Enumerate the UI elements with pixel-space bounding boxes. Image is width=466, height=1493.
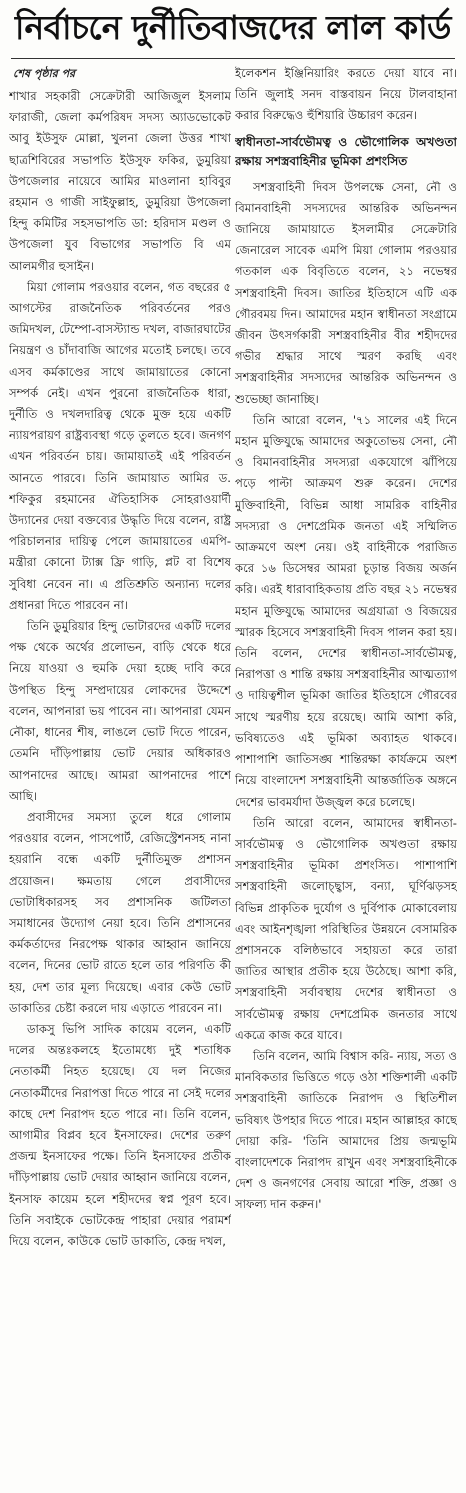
left-column — [9, 63, 231, 1488]
right-column — [235, 63, 457, 1488]
paragraph: তিনি বলেন, আমি বিশ্বাস করি- ন্যায়, সত্য ও মানবিকতার ভিত্তিতে গড়ে ওঠা শক্তিশালী একটি সশস্ত্রবাহিনী জাতিকে নিরাপদ ও স্থিতিশীল ভবিষ্যৎ উপহার দিতে পারে। মহান আল্লাহর কাছে দোয়া করি- 'তিনি আমাদের প্রিয় জন্মভূমি বাংলাদেশকে নিরাপদ রাখুন এবং সশস্ত্রবাহিনীকে দেশ ও জনগণের সেবায় আরো শক্তি, প্রজ্ঞা ও সাফল্য দান করুন।' — [235, 1048, 457, 1212]
paragraph: সশস্ত্রবাহিনী দিবস উপলক্ষে সেনা, নৌ ও বিমানবাহিনী সদস্যদের আন্তরিক অভিনন্দন জানিয়ে জামায়াতে ইসলামীর সেক্রেটারি জেনারেল সাবেক এমপি মিয়া গোলাম পরওয়ার গতকাল এক বিবৃতিতে বলেন, ২১ নভেম্বর সশস্ত্রবাহিনী দিবস। জাতির ইতিহাসে এটি এক গৌরবময় দিন। আমাদের মহান স্বাধীনতা সংগ্রামে জীবন উৎসর্গকারী সশস্ত্রবাহিনীর বীর শহীদদের গভীর শ্রদ্ধার সাথে স্মরণ করছি এবং সশস্ত্রবাহিনীর সদস্যদের আন্তরিক অভিনন্দন ও শুভেচ্ছা জানাচ্ছি। — [235, 179, 457, 406]
article-columns — [9, 63, 457, 1488]
headline-divider — [11, 58, 455, 59]
paragraph: শাখার সহকারী সেক্রেটারী আজিজুল ইসলাম ফারাজী, জেলা কর্মপরিষদ সদস্য অ্যাডভোকেট আবু ইউসুফ মোল্লা, খুলনা জেলা উত্তর শাখা ছাত্রশিবিরের সভাপতি ইউসুফ ফকির, ডুমুরিয়া উপজেলার নায়েবে আমির মাওলানা হাবিবুর রহমান ও গাজী সাইফুল্লাহ, ডুমুরিয়া উপজেলা হিন্দু কমিটির সহসভাপতি ডা: হরিদাস মণ্ডল ও উপজেলা যুব বিভাগের সভাপতি বি এম আলমগীর হুসাইন। — [9, 89, 231, 273]
paragraph: প্রবাসীদের সমস্যা তুলে ধরে গোলাম পরওয়ার বলেন, পাসপোর্ট, রেজিস্ট্রেশনসহ নানা হয়রানি বন্ধে একটি দুর্নীতিমুক্ত প্রশাসন প্রয়োজন। ক্ষমতায় গেলে প্রবাসীদের ভোটাধিকারসহ সব প্রশাসনিক জটিলতা সমাধানের উদ্যোগ নেয়া হবে। তিনি প্রশাসনের কর্মকর্তাদের নিরপেক্ষ থাকার আহ্বান জানিয়ে বলেন, দিনের ভোট রাতে হলে তার পরিণতি কী হয়, দেশ তার মূল্য দিয়েছে। এবার কেউ ভোট ডাকাতির চেষ্টা করলে দায় এড়াতে পারবেন না। — [9, 809, 231, 1015]
paragraph: তিনি আরো বলেন, '৭১ সালের এই দিনে মহান মুক্তিযুদ্ধে আমাদের অকুতোভয় সেনা, নৌ ও বিমানবাহিনীর সদস্যরা একযোগে ঝাঁপিয়ে পড়ে পাল্টা আক্রমণ শুরু করেন। দেশের মুক্তিবাহিনী, বিভিন্ন আধা সামরিক বাহিনীর সদস্যরা ও দেশপ্রেমিক জনতা এই সম্মিলিত আক্রমণে অংশ নেয়। ওই বাহিনীকে পরাজিত করে ১৬ ডিসেম্বর আমরা চূড়ান্ত বিজয় অর্জন করি। এরই ধারাবাহিকতায় প্রতি বছর ২১ নভেম্বর মহান মুক্তিযুদ্ধে আমাদের অগ্রযাত্রা ও বিজয়ের স্মারক হিসেবে সশস্ত্রবাহিনী দিবস পালন করা হয়। তিনি বলেন, দেশের স্বাধীনতা-সার্বভৌমত্ব, নিরাপত্তা ও শান্তি রক্ষায় সশস্ত্রবাহিনীর আত্মত্যাগ ও দায়িত্বশীল ভূমিকা জাতির ইতিহাসে গৌরবের সাথে স্মরণীয় হয়ে রয়েছে। আমি আশা করি, ভবিষ্যতেও এই ভূমিকা অব্যাহত থাকবে। পাশাপাশি জাতিসঙ্ঘ শান্তিরক্ষা কার্যক্রমে অংশ নিয়ে বাংলাদেশ সশস্ত্রবাহিনী আন্তর্জাতিক অঙ্গনে দেশের ভাবমর্যাদা উজ্জ্বল করে চলেছে। — [235, 412, 457, 809]
paragraph: তিনি ডুমুরিয়ার হিন্দু ভোটারদের একটি দলের পক্ষ থেকে অর্থের প্রলোভন, বাড়ি থেকে ধরে নিয়ে যাওয়া ও হুমকি দেয়া হচ্ছে দাবি করে উপস্থিত হিন্দু সম্প্রদায়ের লোকদের উদ্দেশে বলেন, আপনারা ভয় পাবেন না। আপনারা যেমন নৌকা, ধানের শীষ, লাঙলে ভোট দিতে পারেন, তেমনি দাঁড়িপাল্লায় ভোট দেয়ার অধিকারও আপনাদের আছে। আমরা আপনাদের পাশে আছি। — [9, 619, 231, 803]
headline: নির্বাচনে দুর্নীতিবাজদের লাল কার্ড — [15, 8, 451, 47]
subheading: স্বাধীনতা-সার্বভৌমত্ব ও ভৌগোলিক অখণ্ডতা রক্ষায় সশস্ত্রবাহিনীর ভূমিকা প্রশংসিত — [235, 134, 457, 168]
paragraph: ডাকসু ভিপি সাদিক কায়েম বলেন, একটি দলের অন্তঃকলহে ইতোমধ্যে দুই শতাধিক নেতাকর্মী নিহত হয়েছে। যে দল নিজের নেতাকর্মীদের নিরাপত্তা দিতে পারে না সেই দলের কাছে দেশ নিরাপদ হতে পারে না। তিনি বলেন, আগামীর বিপ্লব হবে ইনসাফের। দেশের তরুণ প্রজন্ম ইনসাফের পক্ষে। তিনি ইনসাফের প্রতীক দাঁড়িপাল্লায় ভোট দেয়ার আহ্বান জানিয়ে বলেন, ইনসাফ কায়েম হলে শহীদদের স্বপ্ন পূরণ হবে। তিনি সবাইকে ভোটকেন্দ্র পাহারা দেয়ার পরামর্শ দিয়ে বলেন, কাউকে ভোট ডাকাতি, কেন্দ্র দখল, — [9, 1021, 231, 1248]
paragraph: মিয়া গোলাম পরওয়ার বলেন, গত বছরের ৫ আগস্টের রাজনৈতিক পরিবর্তনের পরও জমিদখল, টেম্পো-বাসস্ট্যান্ড দখল, বাজারঘাটের নিয়ন্ত্রণ ও চাঁদাবাজি আগের মতোই চলছে। তবে এসব কর্মকাণ্ডের সাথে জামায়াতের কোনো সম্পর্ক নেই। এখন পুরনো রাজনৈতিক ধারা, দুর্নীতি ও দখলদারিত্ব থেকে মুক্ত হয়ে একটি ন্যায়পরায়ণ রাষ্ট্রব্যবস্থা গড়ে তুলতে হবে। জনগণ এখন পরিবর্তন চায়। জামায়াতই এই পরিবর্তন আনতে পারবে। তিনি জামায়াত আমির ড. শফিকুর রহমানের ঐতিহাসিক সোহরাওয়ার্দী উদ্যানের দেয়া বক্তব্যের উদ্ধৃতি দিয়ে বলেন, রাষ্ট্র পরিচালনার দায়িত্ব পেলে জামায়াতের এমপি-মন্ত্রীরা কোনো ট্যাক্স ফ্রি গাড়ি, প্লট বা বিশেষ সুবিধা নেবেন না। এ প্রতিশ্রুতি অন্যান্য দলের প্রধানরা দিতে পারবেন না। — [9, 279, 231, 612]
paragraph: তিনি আরো বলেন, আমাদের স্বাধীনতা-সার্বভৌমত্ব ও ভৌগোলিক অখণ্ডতা রক্ষায় সশস্ত্রবাহিনীর ভূমিকা প্রশংসিত। পাশাপাশি সশস্ত্রবাহিনী জলোচ্ছ্বাস, বন্যা, ঘূর্ণিঝড়সহ বিভিন্ন প্রাকৃতিক দুর্যোগ ও দুর্বিপাক মোকাবেলায় এবং আইনশৃঙ্খলা পরিস্থিতির উন্নয়নে বেসামরিক প্রশাসনকে বলিষ্ঠভাবে সহায়তা করে তারা জাতির আস্থার প্রতীক হয়ে উঠেছে। আশা করি, সশস্ত্রবাহিনী সর্বাবস্থায় দেশের স্বাধীনতা ও সার্বভৌমত্ব রক্ষায় দেশপ্রেমিক জনতার সাথে একত্রে কাজ করে যাবে। — [235, 815, 457, 1042]
paragraph: ইলেকশন ইঞ্জিনিয়ারিং করতে দেয়া যাবে না। তিনি জুলাই সনদ বাস্তবায়ন নিয়ে টালবাহানা করার বিরুদ্ধেও হুঁশিয়ারি উচ্চারণ করেন। — [235, 66, 457, 123]
continued-from-label: শেষ পৃষ্ঠার পর — [13, 67, 76, 80]
